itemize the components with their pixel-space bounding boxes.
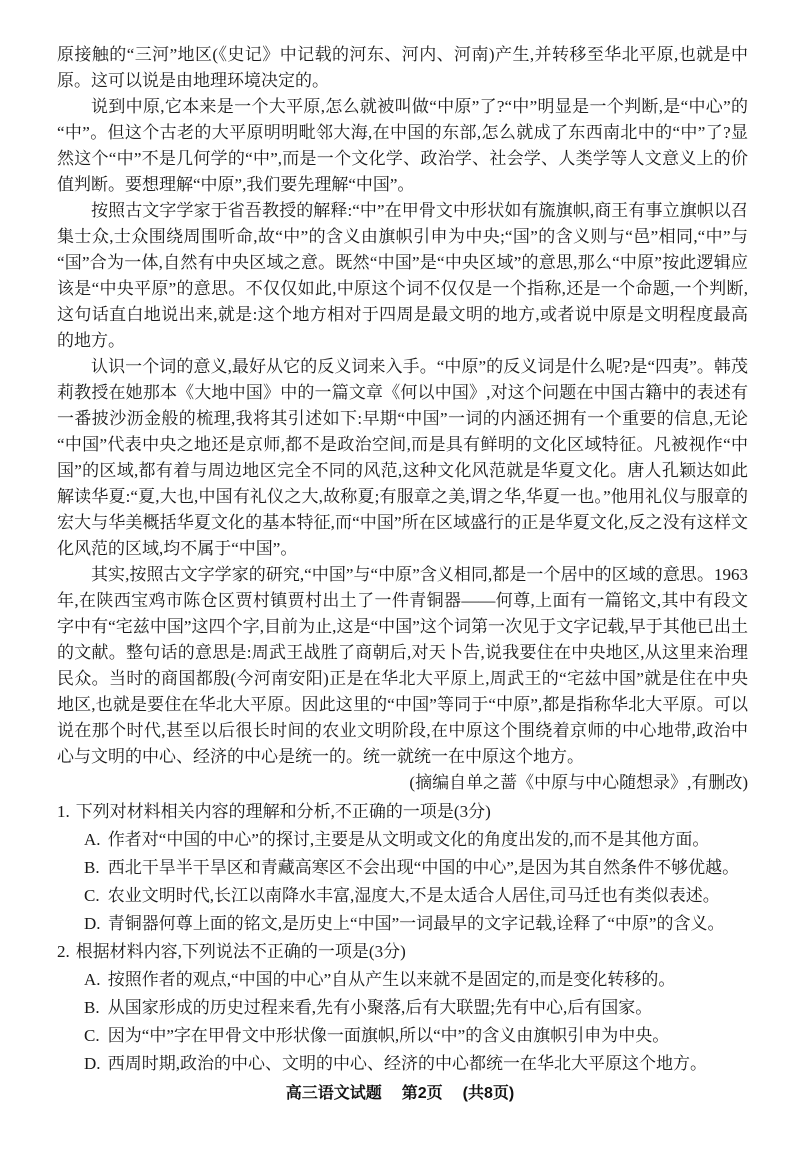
question-1-option-c-text: 农业文明时代,长江以南降水丰富,湿度大,不是太适合人居住,司马迁也有类似表述。 xyxy=(107,886,720,905)
question-2-option-a-text: 按照作者的观点,“中国的中心”自从产生以来就不是固定的,而是变化转移的。 xyxy=(107,970,676,989)
question-1-option-c xyxy=(57,882,748,910)
question-1-option-a-text: 作者对“中国的中心”的探讨,主要是从文明或文化的角度出发的,而不是其他方面。 xyxy=(107,830,710,849)
question-1-option-d xyxy=(57,910,748,938)
footer-page-number: 第2页 xyxy=(401,1085,443,1102)
question-2 xyxy=(57,938,748,1078)
questions-section xyxy=(57,798,748,1078)
reading-passage xyxy=(57,42,748,796)
page-footer xyxy=(0,1080,800,1103)
question-2-option-b xyxy=(57,994,748,1022)
question-1-number: 1. xyxy=(57,802,70,821)
footer-total-pages: (共8页) xyxy=(462,1085,515,1102)
question-1-stem-text: 下列对材料相关内容的理解和分析,不正确的一项是(3分) xyxy=(75,802,491,821)
question-1-option-a xyxy=(57,826,748,854)
question-1-option-b xyxy=(57,854,748,882)
question-1 xyxy=(57,798,748,938)
question-1-option-d-label: D. xyxy=(84,914,101,933)
question-2-option-a-label: A. xyxy=(84,970,101,989)
question-2-option-d-label: D. xyxy=(84,1054,101,1073)
question-1-option-b-text: 西北干旱半干旱区和青藏高寒区不会出现“中国的中心”,是因为其自然条件不够优越。 xyxy=(107,858,740,877)
footer-exam-title: 高三语文试题 xyxy=(285,1085,382,1102)
passage-paragraph-5: 其实,按照古文字学家的研究,“中国”与“中原”含义相同,都是一个居中的区域的意思。1963年,在陕西宝鸡市陈仓区贾村镇贾村出土了一件青铜器——何尊,上面有一篇铭文,其中有段文字中有“宅兹中国”这四个字,目前为止,这是“中国”这个词第一次见于文字记载,早于其他已出土的文献。整句话的意思是:周武王战胜了商朝后,对天卜告,说我要住在中央地区,从这里来治理民众。当时的商国都殷(今河南安阳)正是在华北大平原上,周武王的“宅兹中国”就是住在中央地区,也就是要住在华北大平原。因此这里的“中国”等同于“中原”,都是指称华北大平原。可以说在那个时代,甚至以后很长时间的农业文明阶段,在中原这个围绕着京师的中心地带,政治中心与文明的中心、经济的中心是统一的。统一就统一在中原这个地方。 xyxy=(57,565,748,766)
question-2-option-d xyxy=(57,1050,748,1078)
question-2-number: 2. xyxy=(57,942,70,961)
question-2-stem-text: 根据材料内容,下列说法不正确的一项是(3分) xyxy=(75,942,406,961)
question-2-option-b-label: B. xyxy=(84,998,100,1017)
passage-paragraph-2: 说到中原,它本来是一个大平原,怎么就被叫做“中原”了?“中”明显是一个判断,是“中心”的“中”。但这个古老的大平原明明毗邻大海,在中国的东部,怎么就成了东西南北中的“中”了?显然这个“中”不是几何学的“中”,而是一个文化学、政治学、社会学、人类学等人文意义上的价值判断。要想理解“中原”,我们要先理解“中国”。 xyxy=(57,97,748,194)
question-2-option-c-text: 因为“中”字在甲骨文中形状像一面旗帜,所以“中”的含义由旗帜引申为中央。 xyxy=(107,1026,670,1045)
question-1-option-c-label: C. xyxy=(84,886,100,905)
question-1-option-d-text: 青铜器何尊上面的铭文,是历史上“中国”一词最早的文字记载,诠释了“中原”的含义。 xyxy=(107,914,725,933)
passage-paragraph-1: 原接触的“三河”地区(《史记》中记载的河东、河内、河南)产生,并转移至华北平原,也就是中原。这可以说是由地理环境决定的。 xyxy=(57,45,748,90)
question-2-option-b-text: 从国家形成的历史过程来看,先有小聚落,后有大联盟;先有中心,后有国家。 xyxy=(107,998,653,1017)
question-2-option-a xyxy=(57,966,748,994)
passage-paragraph-3: 按照古文字学家于省吾教授的解释:“中”在甲骨文中形状如有旒旗帜,商王有事立旗帜以召集士众,士众围绕周围听命,故“中”的含义由旗帜引申为中央;“国”的含义则与“邑”相同,“中”与“国”合为一体,自然有中央区域之意。既然“中国”是“中央区域”的意思,那么“中原”按此逻辑应该是“中央平原”的意思。不仅仅如此,中原这个词不仅仅是一个指称,还是一个命题,一个判断,这句话直白地说出来,就是:这个地方相对于四周是最文明的地方,或者说中原是文明程度最高的地方。 xyxy=(57,201,748,350)
question-1-option-a-label: A. xyxy=(84,830,101,849)
question-1-stem xyxy=(57,798,748,826)
question-1-option-b-label: B. xyxy=(84,858,100,877)
passage-paragraph-4: 认识一个词的意义,最好从它的反义词来入手。“中原”的反义词是什么呢?是“四夷”。韩茂莉教授在她那本《大地中国》中的一篇文章《何以中国》,对这个问题在中国古籍中的表述有一番披沙沥金般的梳理,我将其引述如下:早期“中国”一词的内涵还拥有一个重要的信息,无论“中国”代表中央之地还是京师,都不是政治空间,而是具有鲜明的文化区域特征。凡被视作“中国”的区域,都有着与周边地区完全不同的风范,这种文化风范就是华夏文化。唐人孔颖达如此解读华夏:“夏,大也,中国有礼仪之大,故称夏;有服章之美,谓之华,华夏一也。”他用礼仪与服章的宏大与华美概括华夏文化的基本特征,而“中国”所在区域盛行的正是华夏文化,反之没有这样文化风范的区域,均不属于“中国”。 xyxy=(57,357,748,558)
question-2-option-c xyxy=(57,1022,748,1050)
passage-attribution: (摘编自单之蔷《中原与中心随想录》,有删改) xyxy=(409,773,748,792)
question-2-stem xyxy=(57,938,748,966)
question-2-option-d-text: 西周时期,政治的中心、文明的中心、经济的中心都统一在华北大平原这个地方。 xyxy=(107,1054,708,1073)
question-2-option-c-label: C. xyxy=(84,1026,100,1045)
